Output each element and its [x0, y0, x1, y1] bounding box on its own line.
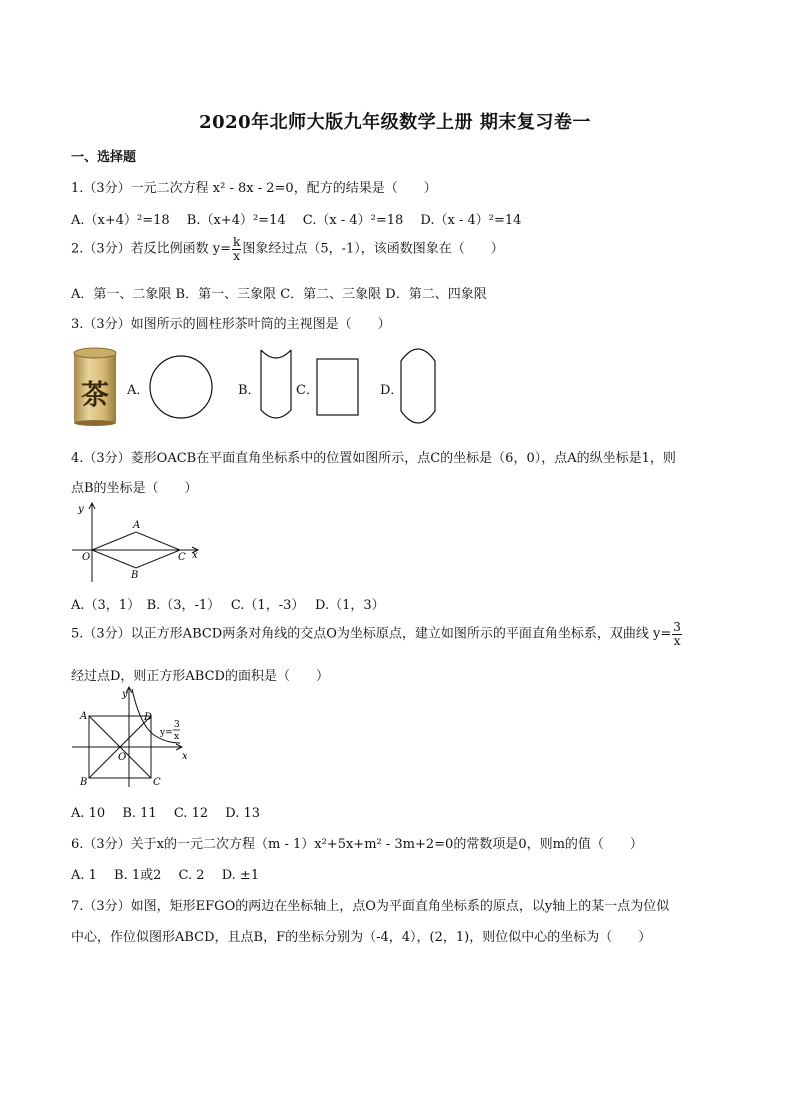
question-5-figure [70, 685, 190, 790]
point-c-label: C [178, 552, 186, 563]
question-1-options: A.（x+4）²=18 B.（x+4）²=14 C.（x - 4）²=18 D.（x - 4）²=14 [71, 213, 522, 228]
question-6-options: A. 1 B. 1或2 C. 2 D. ±1 [71, 868, 260, 883]
point-b-label: B [131, 570, 139, 581]
point-d-label: D [144, 712, 153, 723]
option-d-label: D． [380, 383, 404, 398]
tea-canister-image [72, 346, 118, 426]
question-5-line-1 [71, 621, 683, 647]
curve-equation-numerator: 3 [174, 720, 180, 730]
curve-equation-denominator: x [174, 732, 180, 742]
question-4-line-2: 点B的坐标是（ ） [71, 481, 198, 496]
fraction-denominator: x [673, 633, 681, 648]
question-4-options: A.（3，1） B.（3，-1） C.（1，-3） D.（1，3） [71, 598, 385, 613]
fraction-numerator: k [233, 235, 241, 249]
fraction-k-over-x [232, 236, 241, 262]
question-5-line-2: 经过点D，则正方形ABCD的面积是（ ） [71, 669, 329, 684]
question-1-stem: 1.（3分）一元二次方程 x² - 8x - 2=0，配方的结果是（ ） [71, 181, 437, 196]
question-2-text: 2.（3分）若反比例函数 y= [71, 241, 232, 257]
y-axis-label: y [78, 504, 84, 515]
y-axis-label: y [122, 689, 128, 700]
x-axis-label: x [192, 550, 198, 561]
option-c-label: C． [296, 383, 319, 398]
origin-label: O [82, 552, 91, 563]
question-2-text-end: 图象经过点（5，-1），该函数图象在（ ） [242, 241, 504, 257]
fraction-numerator: 3 [673, 620, 681, 634]
question-5-text: 5.（3分）以正方形ABCD两条对角线的交点O为坐标原点，建立如图所示的平面直角坐标系，双曲线 y= [71, 626, 672, 642]
option-b-shape [258, 346, 294, 426]
curve-equation-label: y= [160, 728, 173, 738]
fraction-denominator: x [233, 248, 241, 263]
option-b-label: B． [238, 383, 261, 398]
question-5-options: A. 10 B. 11 C. 12 D. 13 [71, 806, 261, 821]
question-4-figure [70, 500, 205, 585]
point-a-label: A [80, 711, 88, 722]
option-a-circle [148, 354, 214, 420]
page-title: 2020年北师大版九年级数学上册 期末复习卷一 [199, 112, 591, 133]
x-axis-label: x [182, 751, 188, 762]
question-2-options: A．第一、二象限 B．第一、三象限 C．第二、三象限 D．第二、四象限 [71, 287, 487, 302]
question-3-stem: 3.（3分）如图所示的圆柱形茶叶筒的主视图是（ ） [71, 317, 391, 332]
question-6-stem: 6.（3分）关于x的一元二次方程（m - 1）x²+5x+m² - 3m+2=0的常数项是0，则m的值（ ） [71, 837, 643, 852]
fraction-3-over-x [672, 621, 682, 647]
question-7-line-1: 7.（3分）如图，矩形EFGO的两边在坐标轴上，点O为平面直角坐标系的原点，以y轴上的某一点为位似 [71, 899, 670, 914]
point-b-label: B [80, 777, 88, 788]
question-7-line-2: 中心，作位似图形ABCD，且点B，F的坐标分别为（-4，4），(2，1)，则位似中心的坐标为（ ） [71, 930, 652, 945]
point-a-label: A [133, 520, 141, 531]
point-c-label: C [153, 777, 161, 788]
option-a-label: A． [127, 383, 150, 398]
question-2-stem [71, 236, 504, 262]
question-4-line-1: 4.（3分）菱形OACB在平面直角坐标系中的位置如图所示，点C的坐标是（6，0），点A的纵坐标是1，则 [71, 451, 676, 466]
option-c-rectangle [315, 357, 361, 417]
tea-character: 茶 [80, 378, 109, 411]
option-d-shape [398, 343, 438, 429]
origin-label: O [118, 752, 127, 763]
section-heading: 一、选择题 [71, 150, 137, 165]
